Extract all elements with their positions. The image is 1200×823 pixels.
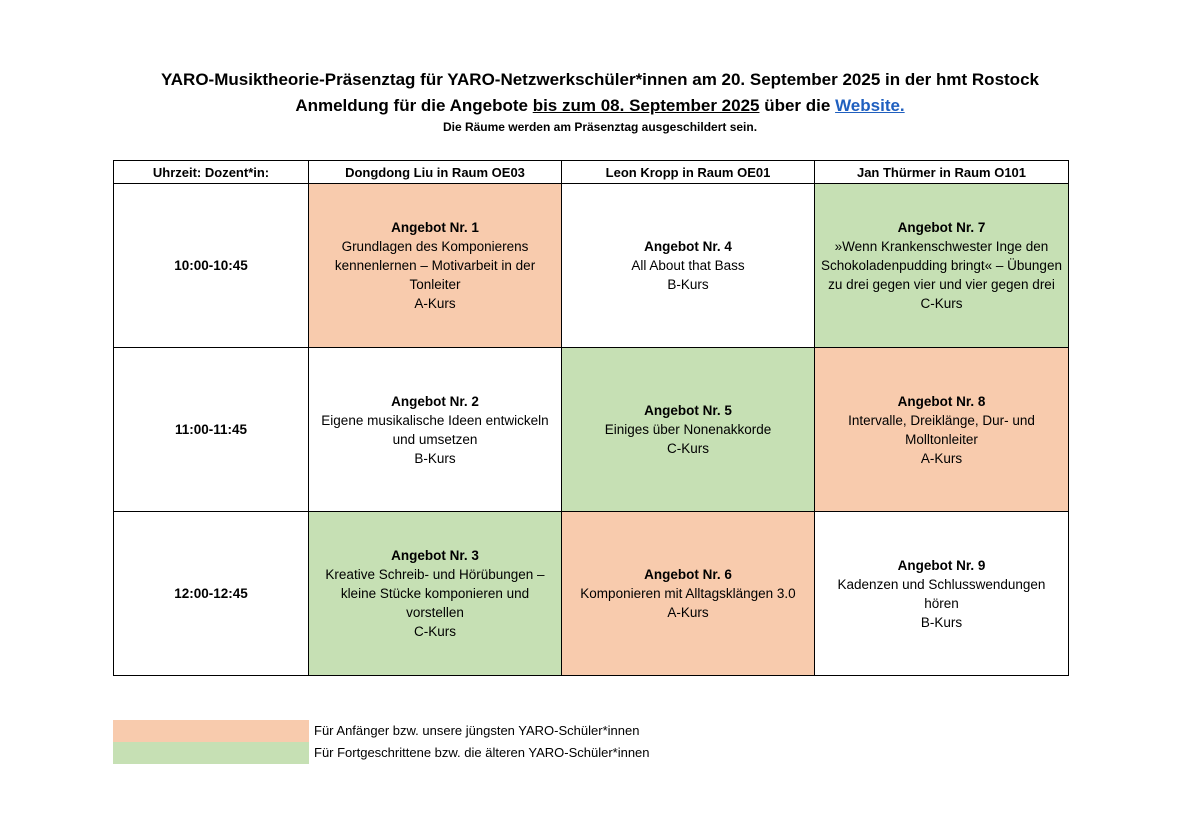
page-title: YARO-Musiktheorie-Präsenztag für YARO-Netzwerkschüler*innen am 20. September 2025 in der hmt Rostock xyxy=(161,70,1039,89)
registration-text: Anmeldung für die Angebote xyxy=(295,96,533,115)
offer-course: C-Kurs xyxy=(920,296,963,311)
table-row xyxy=(114,512,1069,676)
schedule-table xyxy=(113,160,1069,676)
offer-cell xyxy=(815,512,1069,676)
legend-advanced xyxy=(113,742,713,764)
legend-label-beginner: Für Anfänger bzw. unsere jüngsten YARO-Schüler*innen xyxy=(314,723,640,738)
offer-course: A-Kurs xyxy=(414,296,456,311)
offer-title: Angebot Nr. 6 xyxy=(644,567,732,582)
offer-cell xyxy=(309,348,562,512)
offer-description: Kreative Schreib- und Hörübungen – kleine Stücke komponieren und vorstellen xyxy=(325,567,545,620)
offer-title: Angebot Nr. 5 xyxy=(644,403,732,418)
legend-swatch-beginner xyxy=(113,720,309,742)
offer-title: Angebot Nr. 3 xyxy=(391,548,479,563)
offer-description: Komponieren mit Alltagsklängen 3.0 xyxy=(580,586,796,601)
legend-beginner xyxy=(113,720,713,742)
rooms-note: Die Räume werden am Präsenztag ausgeschildert sein. xyxy=(442,120,758,134)
registration-text-mid: über die xyxy=(759,96,836,115)
table-row xyxy=(114,348,1069,512)
offer-course: C-Kurs xyxy=(413,624,456,639)
offer-course: B-Kurs xyxy=(920,614,963,630)
offer-cell xyxy=(309,512,562,676)
legend-label-advanced: Für Fortgeschrittene bzw. die älteren YARO-Schüler*innen xyxy=(314,745,650,760)
offer-title: Angebot Nr. 8 xyxy=(897,393,986,409)
legend-swatch-advanced xyxy=(113,742,309,764)
offer-cell xyxy=(562,348,815,512)
offer-cell xyxy=(562,184,815,348)
offer-cell xyxy=(309,184,562,348)
offer-title: Angebot Nr. 1 xyxy=(391,220,479,235)
offer-course: A-Kurs xyxy=(920,450,963,466)
offer-course: B-Kurs xyxy=(667,277,709,292)
header-lecturer-kropp: Leon Kropp in Raum OE01 xyxy=(562,161,815,184)
header-lecturer-liu: Dongdong Liu in Raum OE03 xyxy=(309,161,562,184)
header-row xyxy=(114,161,1069,184)
offer-description: Intervalle, Dreiklänge, Dur- und Molltonleiter xyxy=(848,412,1035,447)
offer-course: A-Kurs xyxy=(667,605,709,620)
time-slot: 12:00-12:45 xyxy=(114,512,309,676)
offer-cell xyxy=(562,512,815,676)
offer-description: Kadenzen und Schlusswendungen hören xyxy=(837,576,1046,611)
offer-description: Einiges über Nonenakkorde xyxy=(604,422,772,437)
offer-title: Angebot Nr. 7 xyxy=(897,220,986,235)
offer-course: B-Kurs xyxy=(414,450,456,466)
offer-description: Eigene musikalische Ideen entwickeln und umsetzen xyxy=(321,412,549,447)
offer-description: »Wenn Krankenschwester Inge den Schokoladenpudding bringt« – Übungen zu drei gegen vier und vier gegen drei xyxy=(821,239,1062,292)
offer-cell xyxy=(815,348,1069,512)
time-slot: 11:00-11:45 xyxy=(114,348,309,512)
offer-cell xyxy=(815,184,1069,348)
offer-description: All About that Bass xyxy=(631,258,745,273)
header-time-lecturer: Uhrzeit: Dozent*in: xyxy=(114,161,309,184)
website-link[interactable]: Website. xyxy=(835,96,905,115)
offer-description: Grundlagen des Komponierens kennenlernen – Motivarbeit in der Tonleiter xyxy=(334,239,536,292)
offer-title: Angebot Nr. 2 xyxy=(391,393,479,409)
offer-course: C-Kurs xyxy=(666,441,709,456)
registration-line xyxy=(0,96,1200,116)
deadline-text: bis zum 08. September 2025 xyxy=(532,96,760,115)
table-row xyxy=(114,184,1069,348)
time-slot: 10:00-10:45 xyxy=(114,184,309,348)
header-lecturer-thuermer: Jan Thürmer in Raum O101 xyxy=(815,161,1069,184)
offer-title: Angebot Nr. 4 xyxy=(644,239,732,254)
offer-title: Angebot Nr. 9 xyxy=(897,557,986,573)
